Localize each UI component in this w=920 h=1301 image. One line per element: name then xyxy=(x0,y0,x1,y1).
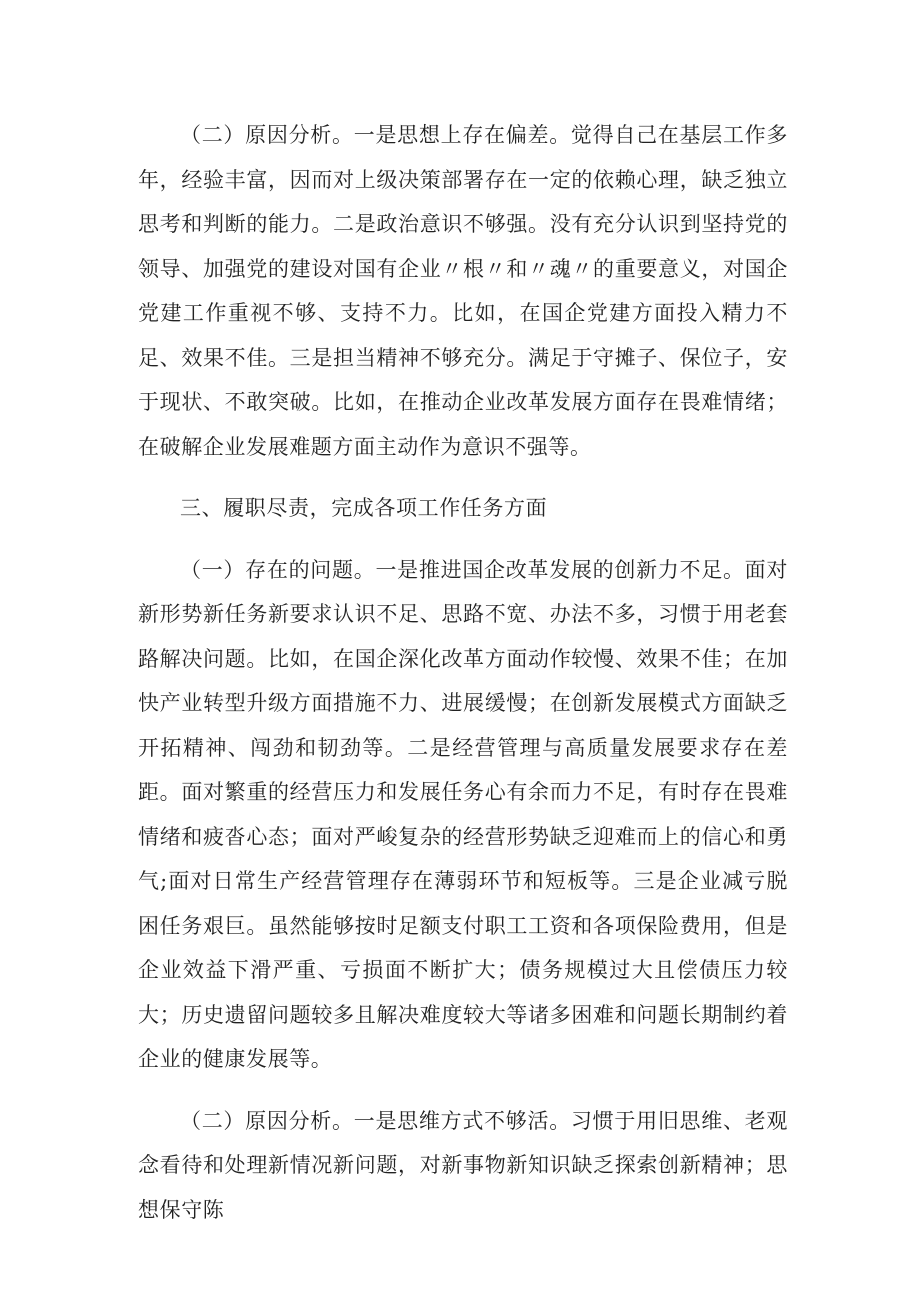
paragraph-existing-problems: （一）存在的问题。一是推进国企改革发展的创新力不足。面对新形势新任务新要求认识不足、思路不宽、办法不多，习惯于用老套路解决问题。比如，在国企深化改革方面动作较慢、效果不佳；在加快产业转型升级方面措施不力、进展缓慢；在创新发展模式方面缺乏开拓精神、闯劲和韧劲等。二是经营管理与高质量发展要求存在差距。面对繁重的经营压力和发展任务心有余而力不足，有时存在畏难情绪和疲沓心态；面对严峻复杂的经营形势缺乏迎难而上的信心和勇气;面对日常生产经营管理存在薄弱环节和短板等。三是企业减亏脱困任务艰巨。虽然能够按时足额支付职工工资和各项保险费用，但是企业效益下滑严重、亏损面不断扩大；债务规模过大且偿债压力较大；历史遗留问题较多且解决难度较大等诸多困难和问题长期制约着企业的健康发展等。 xyxy=(138,557,788,1071)
paragraph-cause-analysis-1: （二）原因分析。一是思想上存在偏差。觉得自己在基层工作多年，经验丰富，因而对上级决策部署存在一定的依赖心理，缺乏独立思考和判断的能力。二是政治意识不够强。没有充分认识到坚持党的领导、加强党的建设对国有企业〃根〃和〃魂〃的重要意义，对国企党建工作重视不够、支持不力。比如，在国企党建方面投入精力不足、效果不佳。三是担当精神不够充分。满足于守摊子、保位子，安于现状、不敢突破。比如，在推动企业改革发展方面存在畏难情绪；在破解企业发展难题方面主动作为意识不强等。 xyxy=(138,123,788,459)
paragraph-cause-analysis-2: （二）原因分析。一是思维方式不够活。习惯于用旧思维、老观念看待和处理新情况新问题，对新事物新知识缺乏探索创新精神；思想保守陈 xyxy=(138,1108,788,1222)
section-heading-3: 三、履职尽责，完成各项工作任务方面 xyxy=(180,496,548,520)
document-body xyxy=(138,113,788,1249)
